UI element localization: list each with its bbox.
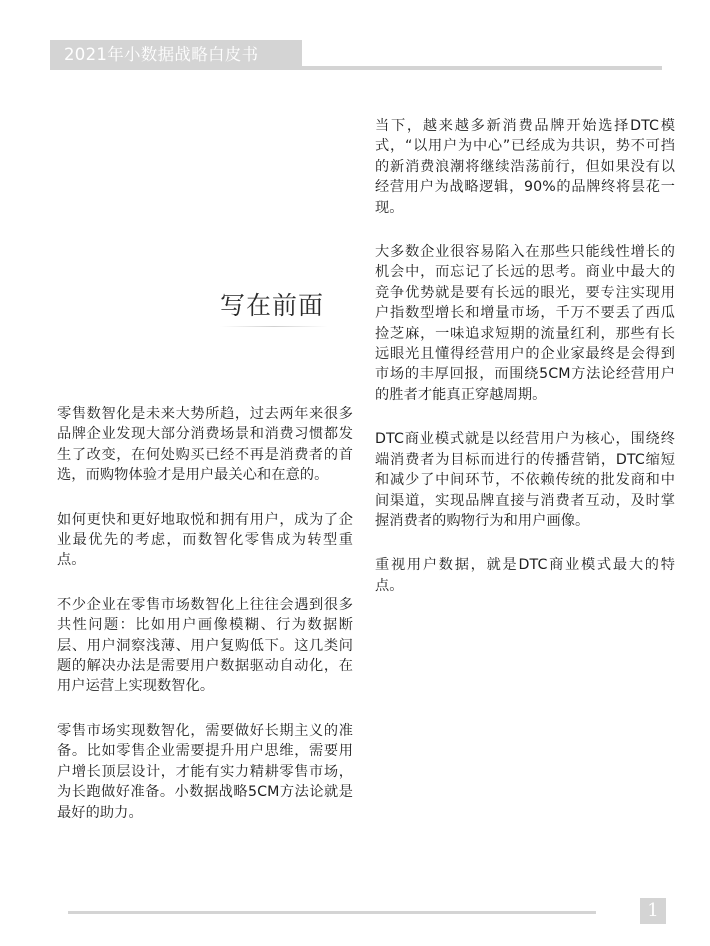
paragraph: 零售数智化是未来大势所趋，过去两年来很多品牌企业发现大部分消费场景和消费习惯都发生了改变，在何处购买已经不再是消费者的首选，而购物体验才是用户最关心和在意的。 — [57, 406, 353, 484]
paragraph: 不少企业在零售市场数智化上往往会遇到很多共性问题：比如用户画像模糊、行为数据断层、用户洞察浅薄、用户复购低下。这几类问题的解决办法是需要用户数据驱动自动化，在用户运营上实现数智化。 — [57, 596, 353, 695]
paragraph: 如何更快和更好地取悦和拥有用户，成为了企业最优先的考虑，而数智化零售成为转型重点。 — [57, 511, 353, 569]
page-number: 1 — [640, 898, 666, 924]
left-column — [57, 404, 353, 847]
header-divider — [50, 66, 662, 70]
paragraph: 重视用户数据，就是DTC商业模式最大的特点。 — [375, 557, 675, 594]
document-header-title: 2021年小数据战略白皮书 — [50, 40, 302, 70]
paragraph: 大多数企业很容易陷入在那些只能线性增长的机会中，而忘记了长远的思考。商业中最大的竞争优势就是要有长远的眼光，要专注实现用户指数型增长和增量市场，千万不要丢了西瓜捡芝麻，一味追求短期的流量红利，那些有长远眼光且懂得经营用户的企业家最终是会得到市场的丰厚回报，而围绕5CM方法论经营用户的胜者才能真正穿越周期。 — [375, 244, 675, 403]
paragraph: DTC商业模式就是以经营用户为核心，围绕终端消费者为目标而进行的传播营销，DTC缩短和减少了中间环节，不依赖传统的批发商和中间渠道，实现品牌直接与消费者互动，及时掌握消费者的购物行为和用户画像。 — [375, 431, 675, 529]
paragraph: 当下，越来越多新消费品牌开始选择DTC模式，“以用户为中心”已经成为共识，势不可挡的新消费浪潮将继续浩荡前行，但如果没有以经营用户为战略逻辑，90%的品牌终将昙花一现。 — [375, 118, 675, 216]
section-title: 写在前面 — [220, 291, 325, 320]
right-column — [375, 116, 675, 620]
title-underline — [220, 326, 328, 327]
paragraph: 零售市场实现数智化，需要做好长期主义的准备。比如零售企业需要提升用户思维，需要用户增长顶层设计，才能有实力精耕零售市场，为长跑做好准备。小数据战略5CM方法论就是最好的助力。 — [57, 722, 353, 821]
footer-divider — [68, 911, 596, 914]
